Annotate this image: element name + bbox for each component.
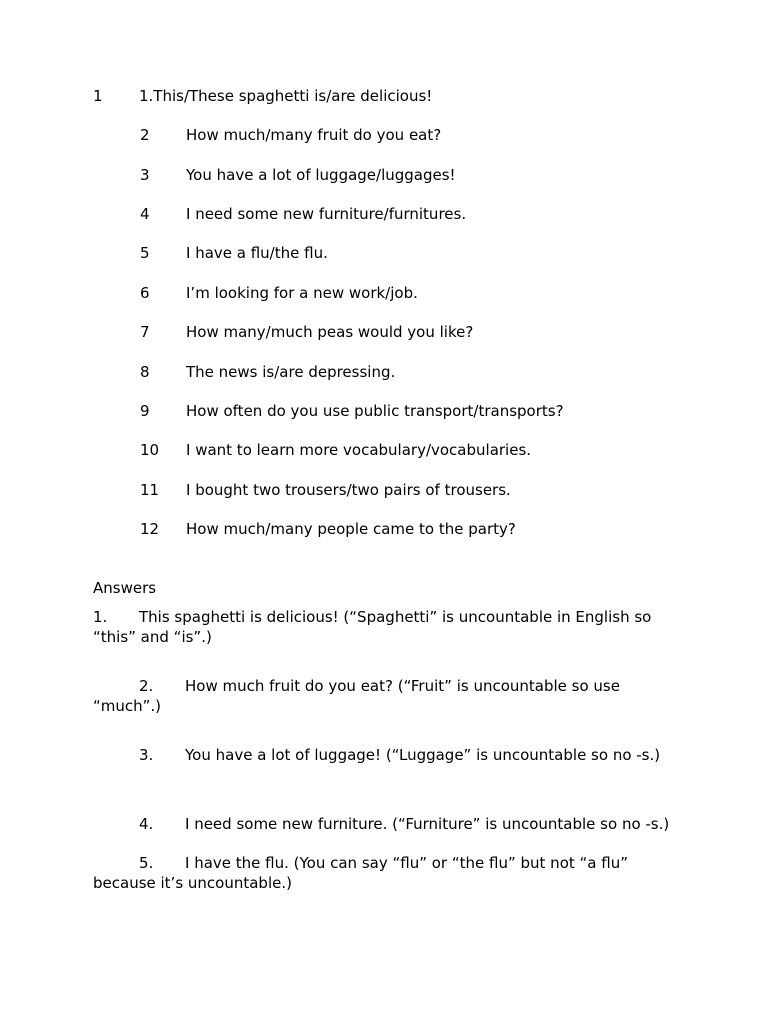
answer-number: 3. — [139, 746, 154, 764]
question-number: 11 — [140, 481, 160, 499]
answer-number: 1. — [93, 608, 108, 626]
question-text: I bought two trousers/two pairs of trousers. — [186, 481, 511, 499]
question-text: I’m looking for a new work/job. — [186, 284, 418, 302]
question-number: 5 — [140, 244, 150, 262]
question-text: You have a lot of luggage/luggages! — [186, 166, 456, 184]
question-text: How much/many people came to the party? — [186, 520, 516, 538]
question-text: I need some new furniture/furnitures. — [186, 205, 467, 223]
question-number: 8 — [140, 363, 150, 381]
answer-number: 2. — [139, 677, 154, 695]
question-number: 9 — [140, 402, 150, 420]
question-text: I want to learn more vocabulary/vocabularies. — [186, 441, 532, 459]
answer-1 — [93, 607, 683, 647]
question-text: How much/many fruit do you eat? — [186, 126, 442, 144]
answer-number: 4. — [139, 815, 154, 833]
question-number: 7 — [140, 323, 150, 341]
answer-2 — [93, 676, 683, 716]
answer-4 — [93, 814, 683, 834]
answers-heading: Answers — [93, 579, 157, 597]
question-text: How many/much peas would you like? — [186, 323, 474, 341]
answer-text: I have the flu. (You can say “flu” or “the flu” but not “a flu” because it’s uncountable.) — [93, 854, 628, 892]
question-number: 3 — [140, 166, 150, 184]
answer-text: This spaghetti is delicious! (“Spaghetti” is uncountable in English so “this” and “is”.) — [93, 608, 652, 646]
answer-5 — [93, 853, 683, 893]
answer-text: You have a lot of luggage! (“Luggage” is uncountable so no -s.) — [185, 746, 661, 764]
answer-text: How much fruit do you eat? (“Fruit” is uncountable so use “much”.) — [93, 677, 620, 715]
question-number: 6 — [140, 284, 150, 302]
question-number: 12 — [140, 520, 160, 538]
question-number: 1 — [93, 87, 103, 105]
question-text: 1.This/These spaghetti is/are delicious! — [139, 87, 433, 105]
question-text: I have a flu/the flu. — [186, 244, 328, 262]
question-text: How often do you use public transport/transports? — [186, 402, 564, 420]
question-number: 2 — [140, 126, 150, 144]
question-number: 10 — [140, 441, 160, 459]
answer-3 — [93, 745, 683, 765]
question-text: The news is/are depressing. — [186, 363, 396, 381]
answer-text: I need some new furniture. (“Furniture” is uncountable so no -s.) — [185, 815, 670, 833]
answer-number: 5. — [139, 854, 154, 872]
question-number: 4 — [140, 205, 150, 223]
